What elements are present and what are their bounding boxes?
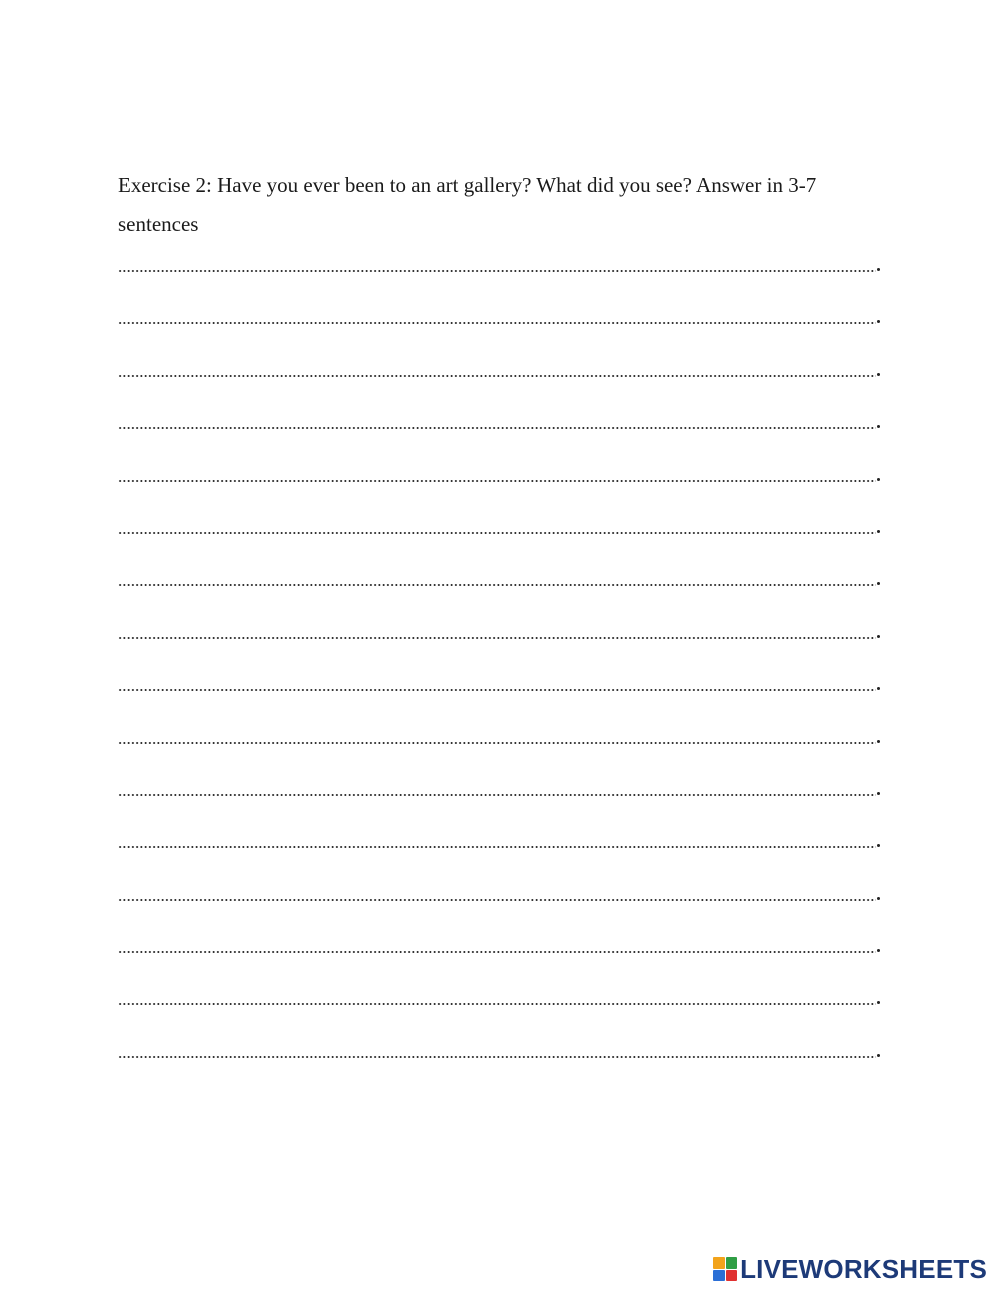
answer-area bbox=[118, 262, 888, 1100]
answer-field[interactable] bbox=[118, 877, 880, 907]
logo-block-2 bbox=[726, 1257, 738, 1269]
answer-field[interactable] bbox=[118, 720, 880, 750]
answer-field[interactable] bbox=[118, 615, 880, 645]
logo-block-1 bbox=[713, 1257, 725, 1269]
answer-field[interactable] bbox=[118, 300, 880, 330]
logo-block-3 bbox=[713, 1270, 725, 1282]
answer-field[interactable] bbox=[118, 405, 880, 435]
logo-block-4 bbox=[726, 1270, 738, 1282]
exercise-prompt-line-2: sentences bbox=[118, 212, 199, 236]
answer-field[interactable] bbox=[118, 667, 880, 697]
answer-field[interactable] bbox=[118, 824, 880, 854]
answer-field[interactable] bbox=[118, 510, 880, 540]
exercise-prompt-line-1: Exercise 2: Have you ever been to an art gallery? What did you see? Answer in 3-7 bbox=[118, 173, 817, 197]
exercise-prompt bbox=[118, 166, 888, 244]
liveworksheets-logo bbox=[713, 1254, 987, 1284]
answer-field[interactable] bbox=[118, 772, 880, 802]
liveworksheets-logo-icon bbox=[713, 1257, 737, 1281]
answer-field[interactable] bbox=[118, 929, 880, 959]
answer-field[interactable] bbox=[118, 248, 880, 278]
answer-field[interactable] bbox=[118, 981, 880, 1011]
answer-field[interactable] bbox=[118, 562, 880, 592]
answer-field[interactable] bbox=[118, 1034, 880, 1064]
logo-text: LIVEWORKSHEETS bbox=[740, 1254, 987, 1284]
answer-field[interactable] bbox=[118, 458, 880, 488]
answer-field[interactable] bbox=[118, 353, 880, 383]
answer-line bbox=[118, 1048, 888, 1100]
